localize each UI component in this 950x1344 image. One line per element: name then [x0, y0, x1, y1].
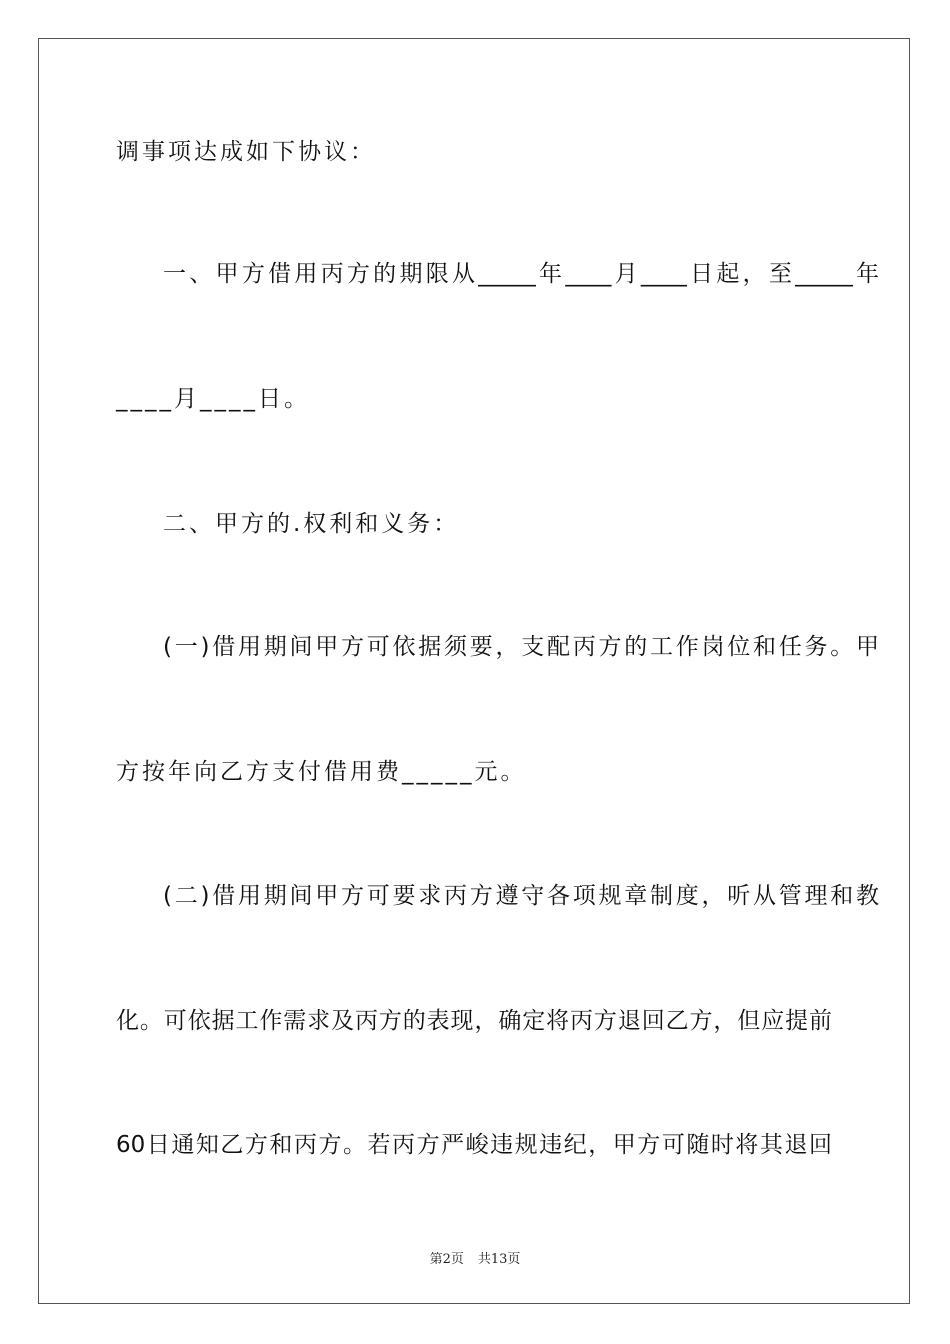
text-line-4: 二、甲方的.权利和义务：	[163, 511, 460, 537]
text-line-6: 方按年向乙方支付借用费_____元。	[116, 759, 527, 785]
text-line-9: 60日通知乙方和丙方。若丙方严峻违规违纪，甲方可随时将其退回	[116, 1132, 832, 1158]
text-line-5: (一)借用期间甲方可依据须要，支配丙方的工作岗位和任务。甲	[163, 634, 879, 660]
text-line-8: 化。可依据工作需求及丙方的表现，确定将丙方退回乙方，但应提前	[116, 1008, 832, 1034]
text-line-3: ____月____日。	[116, 386, 310, 412]
text-line-7: (二)借用期间甲方可要求丙方遵守各项规章制度，听从管理和教	[163, 883, 879, 909]
page-number: 第2页	[429, 1252, 464, 1267]
text-line-1: 调事项达成如下协议：	[116, 139, 376, 165]
text-line-2: 一、甲方借用丙方的期限从_____年____月____日起，至_____年	[163, 261, 879, 287]
page-frame	[38, 38, 910, 1304]
page-total: 共13页	[477, 1252, 521, 1267]
page-footer	[0, 1248, 950, 1267]
